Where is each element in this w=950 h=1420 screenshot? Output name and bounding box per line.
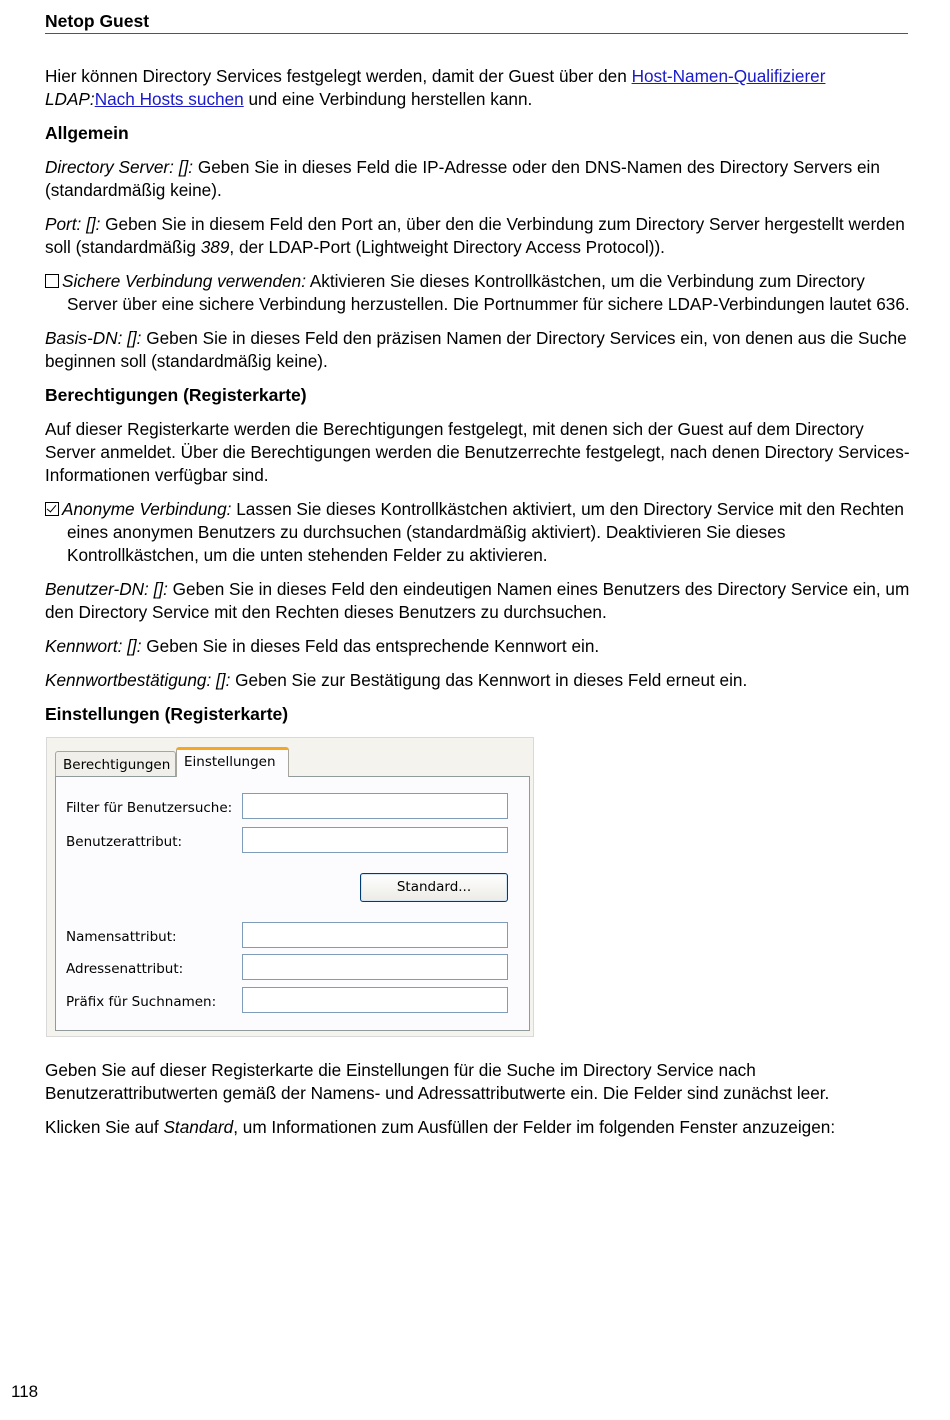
permissions-intro: Auf dieser Registerkarte werden die Berechtigungen festgelegt, mit denen sich der Guest auf dem Directory Server anmeldet. Über die Berechtigungen werden die Benutzerrechte festgelegt, nach denen Directory Services-Informationen verfügbar sind. (45, 419, 910, 485)
checkbox-checked-icon (45, 502, 59, 516)
host-name-qualifier-link[interactable]: Host-Namen-Qualifizierer (631, 66, 826, 86)
filter-input[interactable] (242, 793, 508, 819)
item-label: Kennwortbestätigung: []: (45, 670, 231, 690)
instruction-text: Klicken Sie auf (45, 1117, 164, 1137)
item-password (45, 635, 915, 658)
standard-instruction (45, 1116, 915, 1139)
item-text: Geben Sie in dieses Feld die IP-Adresse oder den DNS-Namen des Directory Servers ein (standardmäßig keine). (45, 157, 880, 200)
intro-text: Hier können Directory Services festgelegt werden, damit der Guest über den (45, 66, 632, 86)
name-attribute-input[interactable] (242, 922, 508, 948)
item-user-dn (45, 578, 915, 624)
item-text: Geben Sie zur Bestätigung das Kennwort in dieses Feld erneut ein. (230, 670, 748, 690)
item-text: , der LDAP-Port (Lightweight Directory Access Protocol)). (229, 237, 665, 257)
item-password-confirm (45, 669, 915, 692)
instruction-emphasis: Standard (163, 1117, 234, 1137)
item-label: Basis-DN: []: (45, 328, 142, 348)
page-number: 118 (11, 1382, 39, 1401)
page-content (45, 65, 915, 1150)
header-title: Netop Guest (45, 11, 150, 31)
search-hosts-link[interactable]: Nach Hosts suchen (94, 89, 244, 109)
item-label: Kennwort: []: (45, 636, 142, 656)
item-text: Geben Sie in dieses Feld das entsprechende Kennwort ein. (141, 636, 600, 656)
item-label: Sichere Verbindung verwenden: (62, 271, 306, 291)
instruction-text: , um Informationen zum Ausfüllen der Felder im folgenden Fenster anzuzeigen: (233, 1117, 836, 1137)
user-attribute-label: Benutzerattribut: (66, 834, 183, 850)
search-prefix-input[interactable] (242, 987, 508, 1013)
section-heading-permissions: Berechtigungen (Registerkarte) (45, 385, 307, 405)
user-attribute-input[interactable] (242, 827, 508, 853)
standard-button[interactable]: Standard... (360, 873, 508, 902)
section-heading-general: Allgemein (45, 123, 129, 143)
item-text: Geben Sie in diesem Feld den Port an, über den die Verbindung zum Directory Server hergestellt werden soll (standardmäßig (45, 214, 905, 257)
address-attribute-label: Adressenattribut: (66, 961, 184, 977)
checkbox-unchecked-icon (45, 274, 59, 288)
intro-ldap-label: LDAP: (45, 89, 95, 109)
item-label: Anonyme Verbindung: (62, 499, 232, 519)
item-directory-server (45, 156, 915, 202)
settings-description: Geben Sie auf dieser Registerkarte die Einstellungen für die Suche im Directory Service nach Benutzerattributwerten gemäß der Namens- und Adressattributwerte ein. Die Felder sind zunächst leer. (45, 1060, 830, 1103)
tab-settings[interactable]: Einstellungen (176, 747, 289, 777)
section-heading-settings: Einstellungen (Registerkarte) (45, 704, 289, 724)
filter-label: Filter für Benutzersuche: (66, 800, 233, 816)
item-text: Geben Sie in dieses Feld den eindeutigen Namen eines Benutzers des Directory Service ein, um den Directory Service mit den Rechten dieses Benutzers zu durchsuchen. (45, 579, 910, 622)
search-prefix-label: Präfix für Suchnamen: (66, 994, 217, 1010)
intro-text-end: und eine Verbindung herstellen kann. (243, 89, 533, 109)
item-text: Aktivieren Sie dieses Kontrollkästchen, um die Verbindung zum Directory Server über eine sichere Verbindung herzustellen. Die Portnummer für sichere LDAP-Verbindungen lautet 636. (67, 271, 910, 314)
tab-permissions[interactable]: Berechtigungen (55, 751, 176, 776)
item-value: 389 (200, 237, 230, 257)
item-text: Lassen Sie dieses Kontrollkästchen aktiviert, um den Directory Service mit den Rechten eines anonymen Benutzers zu durchsuchen (standardmäßig aktiviert). Deaktivieren Sie dieses Kontrollkästchen, um die unten stehenden Felder zu aktivieren. (67, 499, 904, 565)
item-label: Directory Server: []: (45, 157, 194, 177)
name-attribute-label: Namensattribut: (66, 929, 177, 945)
item-text: Geben Sie in dieses Feld den präzisen Namen der Directory Services ein, von denen aus die Suche beginnen soll (standardmäßig keine). (45, 328, 907, 371)
settings-dialog-screenshot (46, 737, 534, 1037)
address-attribute-input[interactable] (242, 954, 508, 980)
item-anonymous-connection (45, 498, 915, 567)
item-base-dn (45, 327, 915, 373)
item-label: Port: []: (45, 214, 101, 234)
intro-paragraph (45, 65, 915, 111)
item-secure-connection (45, 270, 915, 316)
page-header (45, 10, 908, 34)
item-label: Benutzer-DN: []: (45, 579, 168, 599)
item-port (45, 213, 915, 259)
settings-panel (55, 776, 530, 1031)
